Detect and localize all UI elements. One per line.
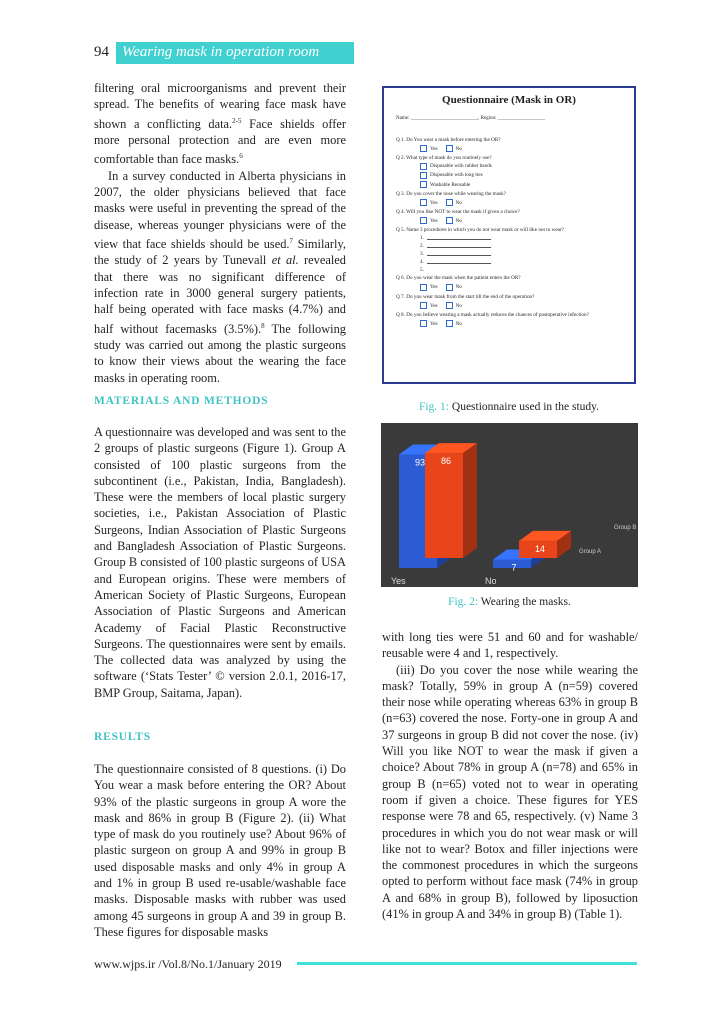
checkbox[interactable] [420,145,427,152]
figure-1-questionnaire [382,86,636,384]
checkbox[interactable] [446,284,453,291]
bar-group-b-yes [425,453,463,558]
series-label: Group A [579,549,602,555]
bar-side [463,443,477,558]
question-4-options: Yes No [396,217,628,224]
question-2: Q 2. What type of mask do you routinely use? [396,154,492,161]
figure-2-caption: Fig. 2: Wearing the masks. [448,596,571,608]
figure-2-chart [381,423,638,587]
question-6: Q 6. Do you wear the mask when the patient enters the OR? [396,275,521,282]
checkbox[interactable] [420,284,427,291]
question-3: Q 3. Do you cover the nose while wearing the mask? [396,190,506,197]
intro-paragraph-1: filtering oral microorganisms and prevent their spread. The benefits of wearing face mask have shown a conflicting data.$^{2-5}$ Face shields offer more personal protection and are even more comfortable than face masks.$^6$ [94,81,347,167]
answer-blank[interactable] [427,235,491,240]
question-6-options: Yes No [396,284,628,291]
question-4: Q 4. Will you like NOT to wear the mask if given a choice? [396,208,520,215]
answer-blank[interactable] [427,251,491,256]
results-continued-1: with long ties were 51 and 60 and for washable/ reusable were 4 and 1, respectively. [382,630,638,661]
questionnaire-body: Q 1. Do You wear a mask before entering the OR? Yes No Q 2. What type of mask do you routinely use? Disposable with rubber bands Disposable with long ties Washable Reusable Q 3. Do you cover the nose while wearing the mask? Yes No Q 4. Will you like NOT to wear the mask if given a choice? Yes No Q 5. Name 3 procedures in which you do not wear mask or will like not to wear? 1. 2. 3. 4. 5. Q 6. Do you wear the mask when the patient enters the OR? Yes No Q 7. Do you wear mask from the start till the end of the operation? Yes No Q 8. Do you believe wearing a mask actually reduces the chances of postoperative infection? Yes No [396,134,628,327]
answer-blank[interactable] [427,243,491,248]
heading-materials-methods: MATERIALS AND METHODS [94,395,269,407]
journal-title-banner [116,42,354,64]
question-1: Q 1. Do You wear a mask before entering the OR? [396,136,501,143]
checkbox[interactable] [420,163,427,170]
right-column-text [382,629,638,922]
checkbox[interactable] [446,217,453,224]
data-label: 14 [534,543,546,554]
checkbox[interactable] [420,172,427,179]
category-label: Yes [391,576,406,586]
answer-blank[interactable] [427,259,491,264]
checkbox[interactable] [446,145,453,152]
checkbox[interactable] [420,181,427,188]
footer-citation: www.wjps.ir /Vol.8/No.1/January 2019 [94,957,282,971]
running-title: Wearing mask in operation room [122,44,320,60]
name-region-line: Name: ___________________________, Region: ___________________ [396,116,546,121]
checkbox[interactable] [420,320,427,327]
question-7: Q 7. Do you wear mask from the start till the end of the operation? [396,293,535,300]
question-7-options: Yes No [396,302,628,309]
heading-results: RESULTS [94,731,151,743]
question-5: Q 5. Name 3 procedures in which you do not wear mask or will like not to wear? [396,226,564,233]
figure-1-caption: Fig. 1: Questionnaire used in the study. [418,401,600,413]
questionnaire-title: Questionnaire (Mask in OR) [442,94,576,106]
category-label: No [485,576,497,586]
page-number: 94 [94,44,109,60]
checkbox[interactable] [446,199,453,206]
results-continued-2: (iii) Do you cover the nose while wearing the mask? Totally, 59% in group A (n=59) covered their nose while operating whereas 63% in group B (n=63) covered the nose. Forty-one in group A and 37 surgeons in group B did not cover the nose. (iv) Will you like NOT to wear the mask if given a choice? About 78% in group A (n=78) and 65% in group B (n=65) voted not to wear in operating room if given a choice. These figures for YES response were 78 and 65, respectively. (v) Name 3 procedures in which you do not wear mask or will like not to wear? Botox and filler injections were the commonest procedures in which the surgeons opted to perform without face mask (74% in group A and 68% in group B), followed by liposuction (41% in group A and 34% in group B) (Table 1). [382,662,638,922]
checkbox[interactable] [420,217,427,224]
page-header [94,42,354,64]
question-2-options: Disposable with rubber bands Disposable with long ties Washable Reusable [396,163,628,188]
question-8: Q 8. Do you believe wearing a mask actually reduces the chances of postoperative infection? [396,311,589,318]
question-3-options: Yes No [396,199,628,206]
results-paragraph: The questionnaire consisted of 8 questions. (i) Do You wear a mask before entering the OR? About 93% of the plastic surgeons in group A wore the mask and 86% in group B (Figure 2). (ii) What type of mask do you routinely use? About 96% of plastic surgeon on group A and 99% in group B used disposable masks and only 4% in group A and 1% in group B used re-usable/washable face masks. Disposable masks with rubber was used among 45 surgeons in group A and 39 in group B. These figures for disposable masks [94,762,346,939]
checkbox[interactable] [420,302,427,309]
bar-chart [381,423,638,587]
checkbox[interactable] [446,320,453,327]
question-8-options: Yes No [396,320,628,327]
footer-rule [297,962,637,965]
left-column-intro [94,80,346,386]
data-label: 7 [511,562,517,573]
intro-paragraph-2: In a survey conducted in Alberta physicians in 2007, the older physicians believed that face masks were useful in preventing the spread of the disease, whereas younger physicians were of the view that face shields should be used.$^7$ Similarly, the study of 2 years by Tunevall et al. revealed that there was no significant difference of infection rate in 3000 general surgery patients, half being operated with face masks (4.7%) and half without facemasks (3.5%).$^8$ The following study was carried out among the plastic surgeons to know their views about the wearing the face masks in operating room. [94,168,347,385]
methods-paragraph: A questionnaire was developed and was sent to the 2 groups of plastic surgeons (Figure 1). Group A consisted of 100 plastic surgeons from the subcontinent (i.e., Pakistan, India, Bangladesh). These were the members of local plastic surgery societies, i.e., Pakistan Association of Plastic Surgeons, Indian Association of Plastic Surgeons and Bangladesh Association of Plastic Surgeons. Group B consisted of 100 plastic surgeons of USA and European origins. These were members of American Society of Plastic Surgeons, European Association of Plastic Surgeons and American Academy of Facial Plastic Reconstructive Surgeons. The questionnaires were sent by emails. The collected data was analyzed by using the software (‘Stats Tester’ © version 2.0.1, 2016-17, BMP Group, Saitama, Japan). [94,425,346,700]
checkbox[interactable] [420,199,427,206]
series-label: Group B [614,525,637,531]
checkbox[interactable] [446,302,453,309]
data-label: 93 [414,457,426,468]
data-label: 86 [440,456,452,467]
question-1-options: Yes No [396,145,628,152]
